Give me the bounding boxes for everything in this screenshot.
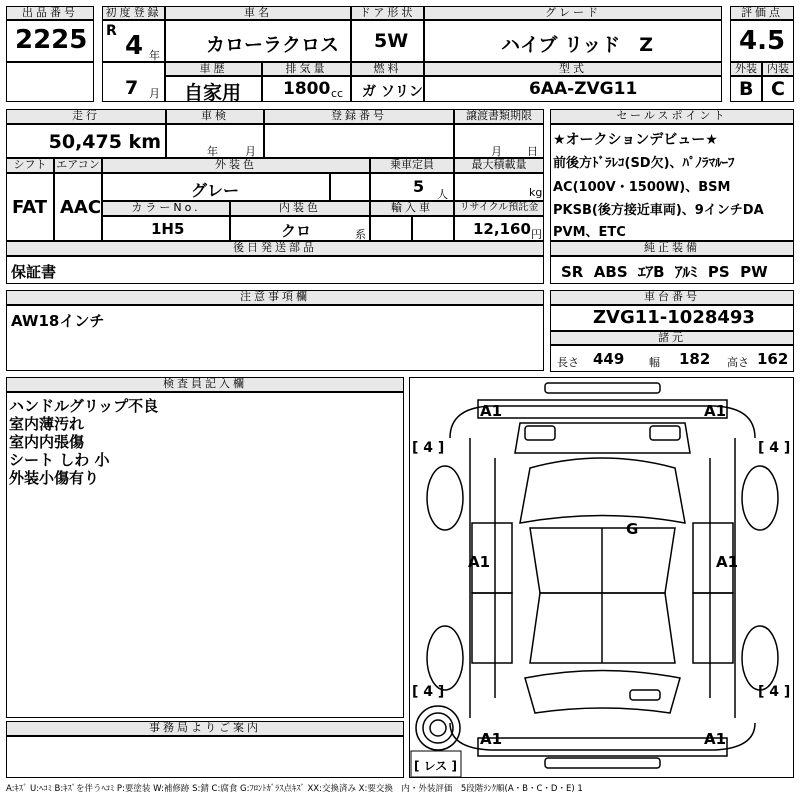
capacity: 5 [413,177,425,196]
month-unit: 月 [149,87,160,100]
lot-blank-cell [6,62,94,102]
color-no-label: カラーNo. [102,201,230,216]
damage-mark: A1 [480,402,503,420]
notes-cell [6,305,544,371]
equipment-cell [550,256,794,284]
int-color: クロ [281,222,312,240]
tire-depth: 4 [769,440,780,456]
dims-cell [550,345,794,372]
shift-cell [6,173,54,241]
door-cell [351,20,424,62]
mileage-label: 走行 [6,109,166,124]
notes: AW18インチ [11,312,105,330]
max-load-unit: kg [529,186,543,199]
legend: A:ｷｽﾞ U:ﾍｺﾐ B:ｷｽﾞを伴うﾍｺﾐ P:要塗装 W:補修跡 S:錆 C:腐食 G:ﾌﾛﾝﾄｶﾞﾗｽ点ｷｽﾞ XX:交換済み X:要交換 内・外装評価 5段階ﾗﾝｸ順(A・B・C・D・E) 1 [6,784,583,794]
spare-tire-label: [ レス ] [414,759,457,773]
lot-cell [6,20,94,62]
damage-mark: A1 [480,730,503,748]
tire-fl: [ 4 ] [412,440,445,456]
history-cell [165,76,262,102]
color-no: 1H5 [151,220,185,238]
ext-color-label: 外装色 [102,158,370,173]
displacement: 1800 [283,79,331,99]
displacement-label: 排気量 [262,62,351,76]
delivery-cell [6,256,544,284]
chassis-label: 車台番号 [550,290,794,305]
grade: ハイブ リッド Z [501,34,654,56]
length: 449 [593,350,625,368]
aircon-cell [54,173,102,241]
tire-depth: 4 [423,684,434,700]
model-label: 型式 [424,62,722,76]
ext-color-extra-cell [330,173,370,201]
int-score: C [771,78,785,100]
shift: FAT [12,197,48,218]
height-label: 高さ [727,356,749,369]
int-score-cell [762,76,794,102]
max-load-cell [454,173,544,201]
height: 162 [757,350,789,368]
width: 182 [679,350,711,368]
first-reg-month-cell [102,62,165,102]
tire-depth: 4 [423,440,434,456]
inspection-label: 車検 [166,109,264,124]
import-label: 輸入車 [370,201,454,216]
year-unit: 年 [149,49,160,62]
tire-fr: [ 4 ] [758,440,791,456]
door-type: 5W [374,30,409,52]
damage-mark: A1 [704,402,727,420]
reg-no-label: 登録番号 [264,109,454,124]
first-reg-month: 7 [125,77,139,99]
delivery-label: 後日発送部品 [6,241,544,256]
delivery: 保証書 [11,263,57,281]
grade-cell [424,20,722,62]
ext-color-cell [102,173,330,201]
transfer-month-unit: 月 [491,145,502,158]
max-load-label: 最大積載量 [454,158,544,173]
displacement-unit: cc [331,87,344,100]
recycle-unit: 円 [531,228,542,241]
mileage: 50,475 km [48,131,161,153]
model-cell [424,76,722,102]
office-label: 事務局よりご案内 [6,721,404,736]
score-label: 評価点 [730,6,794,20]
inspector-line: 外装小傷有り [9,469,100,487]
capacity-cell [370,173,454,201]
length-label: 長さ [557,356,579,369]
aircon-label: エアコン [54,158,102,173]
recycle-label: リサイクル預託金 [454,201,544,216]
sales-line: PKSB(後方接近車両)、9インチDA [553,203,764,218]
inspector-line: シート しわ 小 [9,451,110,469]
tire-rr: [ 4 ] [758,684,791,700]
chassis-cell [550,305,794,331]
inspector-line: ハンドルグリップ不良 [9,397,159,415]
damage-mark-glass: G [626,520,639,538]
ext-color: グレー [191,181,240,200]
equipment-label: 純正装備 [550,241,794,256]
car-name-cell [165,20,351,62]
door-label: ドア形状 [351,6,424,20]
width-label: 幅 [649,356,660,369]
inspection-month-unit: 月 [245,145,256,158]
inspector-label: 検査員記入欄 [6,377,404,392]
int-score-label: 内装 [762,62,794,76]
shift-label: シフト [6,158,54,173]
car-name-label: 車名 [165,6,351,20]
capacity-unit: 人 [437,188,448,201]
color-no-cell [102,216,230,241]
spare-tire: レス [423,759,448,773]
history-label: 車歴 [165,62,262,76]
int-color-cell [230,216,370,241]
dims-label: 諸元 [550,331,794,345]
import-cell-a [370,216,412,241]
inspector-line: 室内内張傷 [9,433,85,451]
sales-point-box [550,124,794,241]
recycle: 12,160 [473,220,531,238]
first-reg-year-cell [102,20,165,62]
damage-mark: A1 [716,553,739,571]
displacement-cell [262,76,351,102]
ext-score: B [739,78,754,100]
import-cell-b [412,216,454,241]
damage-mark: A1 [468,553,491,571]
tire-rl: [ 4 ] [412,684,445,700]
damage-mark: A1 [704,730,727,748]
history: 自家用 [184,82,242,102]
chassis: ZVG11-1028493 [593,307,755,328]
inspector-line: 室内薄汚れ [9,415,85,433]
transfer-day-unit: 日 [527,145,538,158]
first-reg-year: 4 [125,31,144,61]
tire-depth: 4 [769,684,780,700]
int-color-label: 内装色 [230,201,370,216]
car-name: カローラクロス [206,34,340,56]
sales-line: ★オークションデビュー★ [553,132,718,148]
lot-label: 出品番号 [6,6,94,20]
lot-number: 2225 [15,25,88,55]
car-diagram-svg [410,378,794,778]
grade-label: グレード [424,6,722,20]
fuel-cell [351,76,424,102]
aircon: AAC [60,197,102,218]
mileage-cell [6,124,166,158]
car-diagram [409,377,794,778]
transfer-label: 譲渡書類期限 [454,109,544,124]
equipment: SR ABS ｴｱB ｱﾙﾐ PS PW [561,263,768,281]
ext-score-cell [730,76,762,102]
fuel-label: 燃料 [351,62,424,76]
transfer-cell [454,124,544,158]
fuel: ガ ソリン [362,84,423,100]
inspection-cell [166,124,264,158]
score-cell [730,20,794,62]
sales-point-label: セールスポイント [550,109,794,124]
int-color-unit: 系 [355,228,366,241]
inspection-year-unit: 年 [207,145,218,158]
model: 6AA-ZVG11 [529,79,638,99]
office-box [6,736,404,778]
first-reg-label: 初度登録 [102,6,165,20]
notes-label: 注意事項欄 [6,290,544,305]
capacity-label: 乗車定員 [370,158,454,173]
sales-line: PVM、ETC [553,225,626,240]
sales-line: AC(100V・1500W)、BSM [553,180,731,195]
reg-no-cell [264,124,454,158]
ext-score-label: 外装 [730,62,762,76]
recycle-cell [454,216,544,241]
score-value: 4.5 [739,26,786,56]
era: R [106,23,117,39]
sales-line: 前後方ﾄﾞﾗﾚｺ(SD欠)、ﾊﾟﾉﾗﾏﾙｰﾌ [553,156,735,171]
inspector-box [6,392,404,718]
